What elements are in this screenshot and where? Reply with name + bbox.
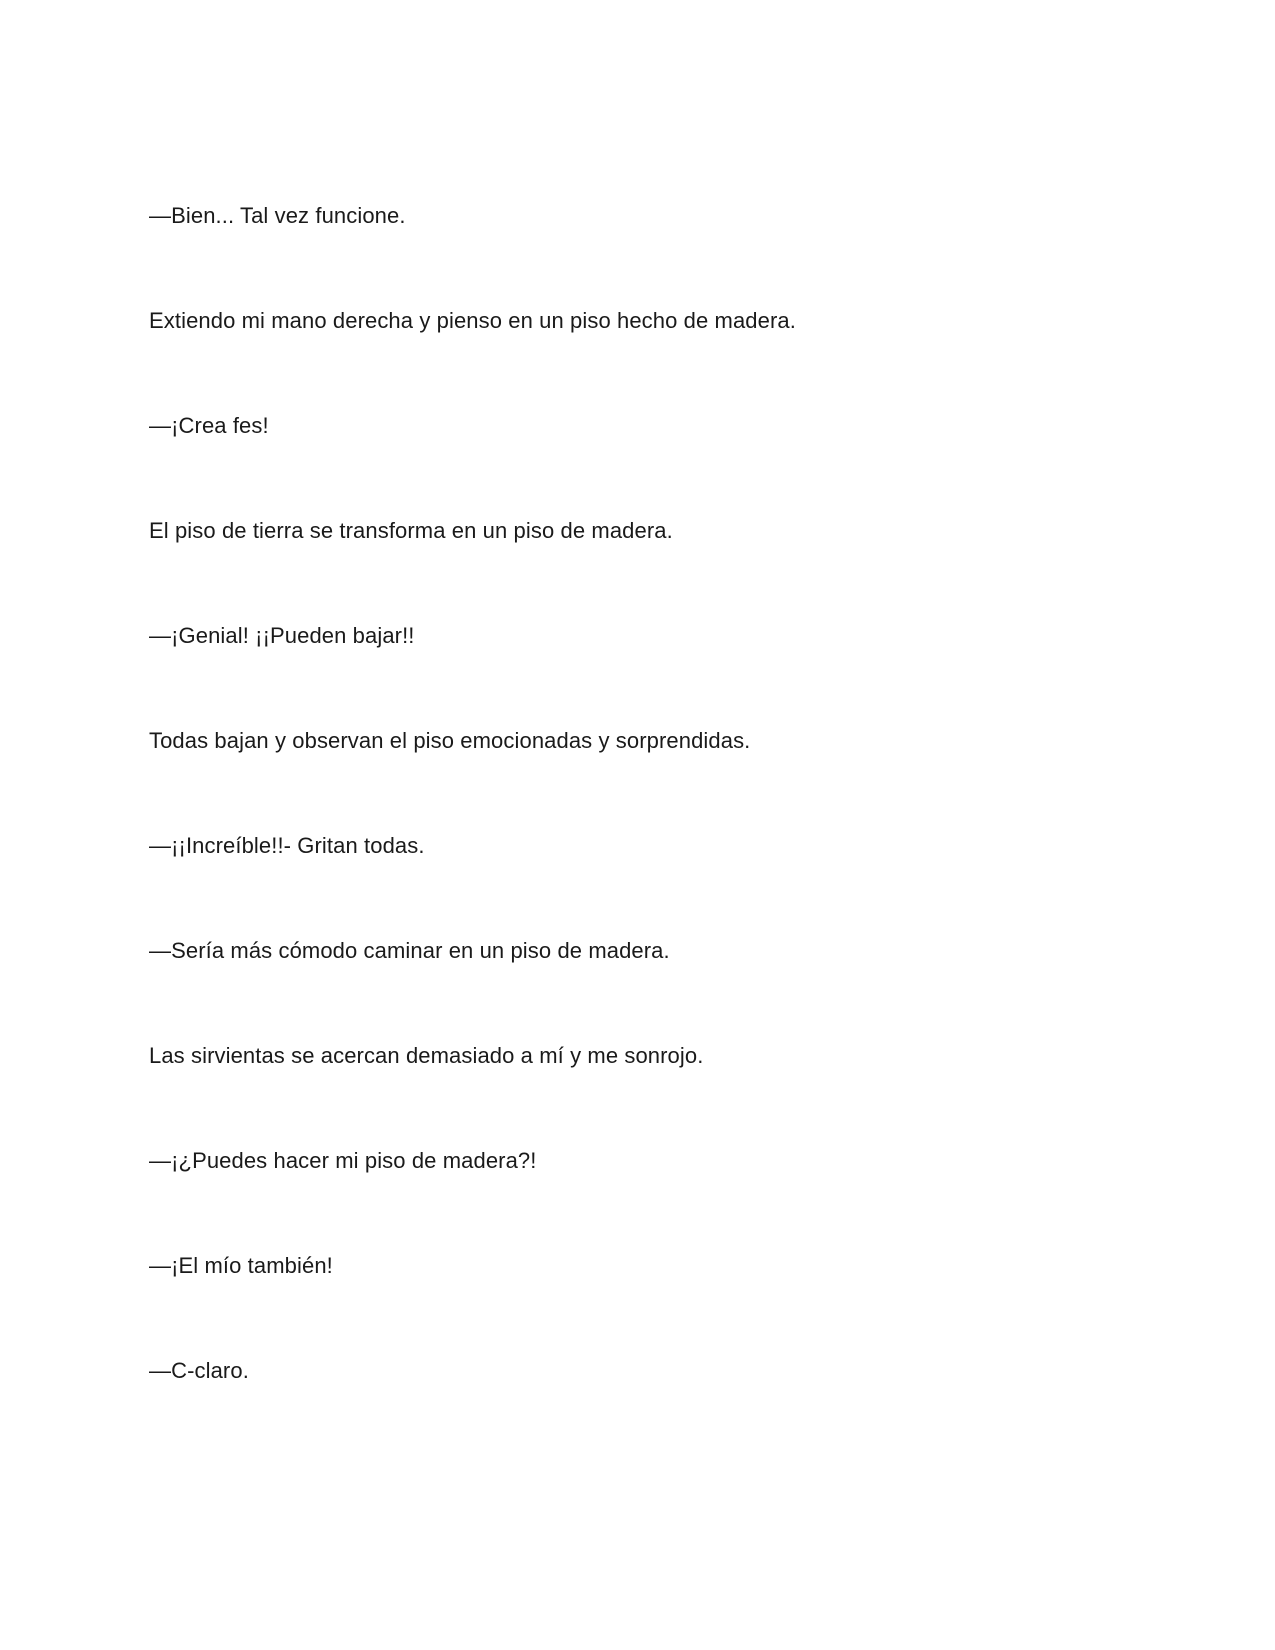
paragraph-dialogue: —¡¿Puedes hacer mi piso de madera?!: [149, 1148, 537, 1173]
paragraph-dialogue: —¡Genial! ¡¡Pueden bajar!!: [149, 623, 415, 648]
paragraph-dialogue: —C-claro.: [149, 1358, 249, 1383]
paragraph-narration: Las sirvientas se acercan demasiado a mí y me sonrojo.: [149, 1043, 704, 1068]
paragraph-dialogue: —Bien... Tal vez funcione.: [149, 203, 406, 228]
paragraph-narration: Extiendo mi mano derecha y pienso en un piso hecho de madera.: [149, 308, 796, 333]
paragraph-dialogue: —Sería más cómodo caminar en un piso de madera.: [149, 938, 670, 963]
paragraph-dialogue: —¡El mío también!: [149, 1253, 333, 1278]
paragraph-narration: Todas bajan y observan el piso emocionadas y sorprendidas.: [149, 728, 751, 753]
paragraph-dialogue: —¡¡Increíble!!- Gritan todas.: [149, 833, 425, 858]
paragraph-narration: El piso de tierra se transforma en un piso de madera.: [149, 518, 673, 543]
paragraph-dialogue: —¡Crea fes!: [149, 413, 269, 438]
